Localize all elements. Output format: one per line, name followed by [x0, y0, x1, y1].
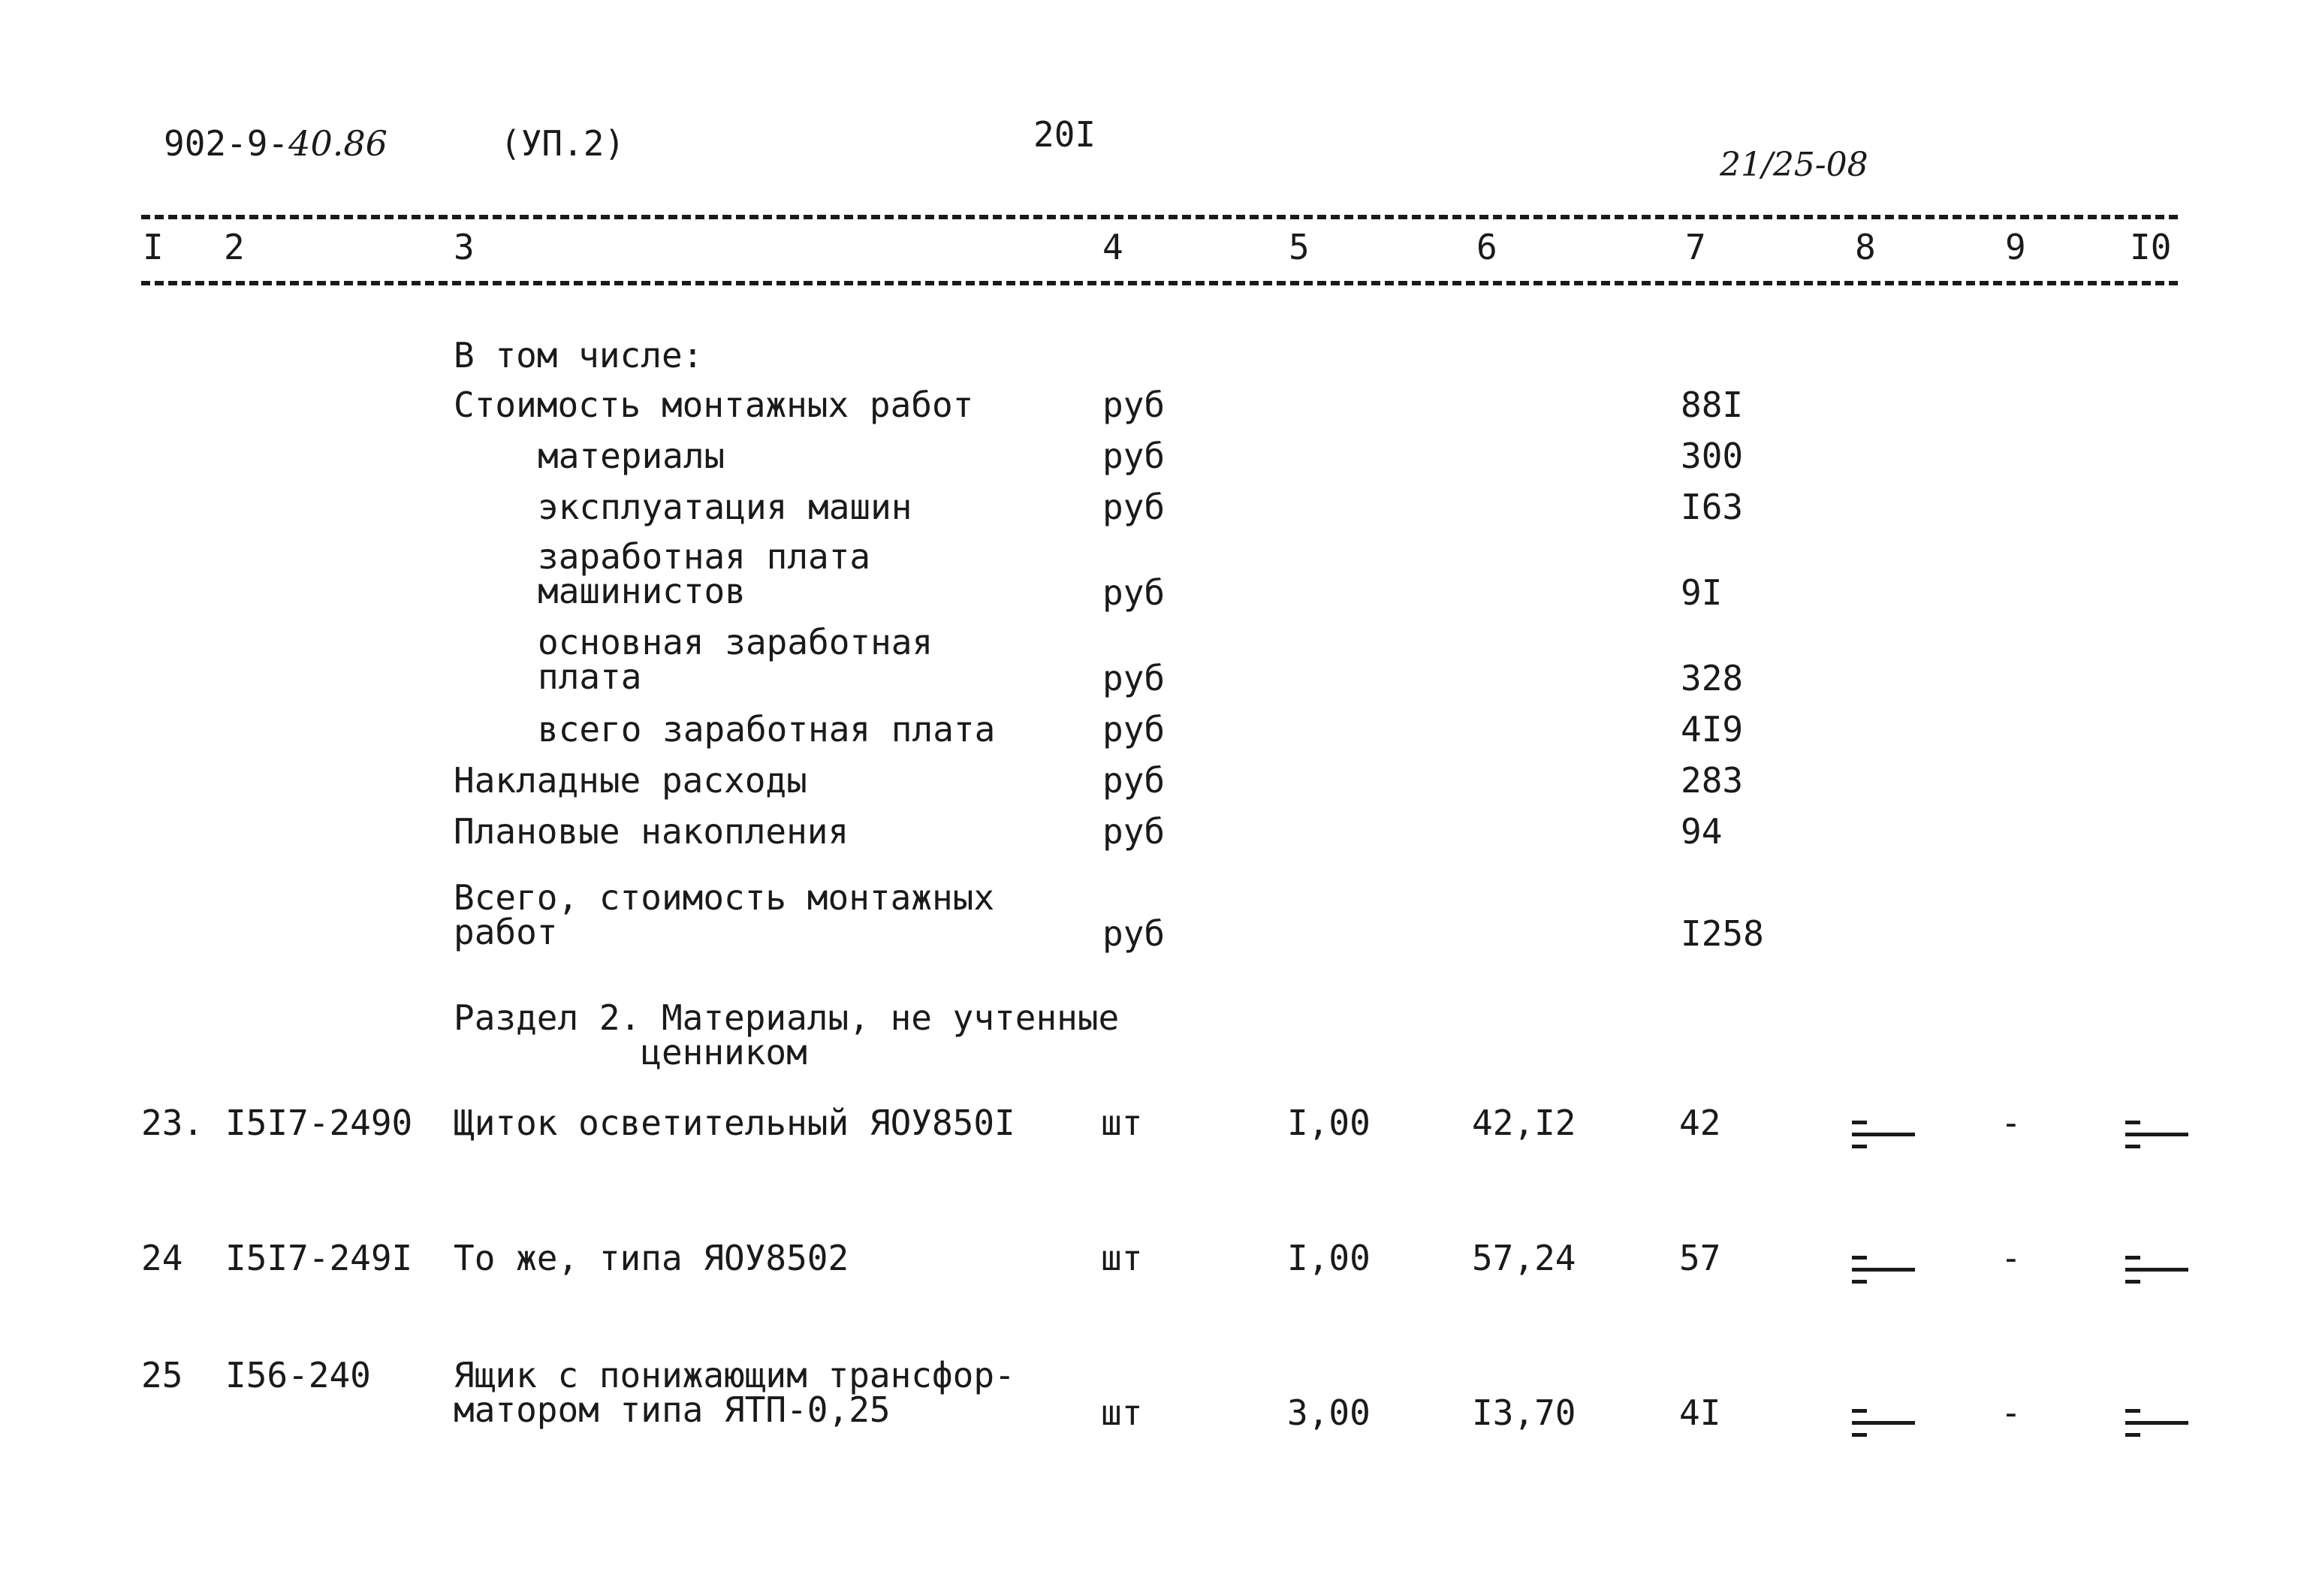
- summary-name: материалы: [538, 436, 725, 476]
- column-header-2: 2: [224, 227, 245, 267]
- including-label: В том числе:: [454, 335, 704, 376]
- row-number: 24: [141, 1238, 183, 1278]
- row-price: I3,70: [1472, 1392, 1576, 1433]
- summary-unit: руб: [1102, 760, 1166, 801]
- summary-name: основная заработная плата: [538, 622, 933, 697]
- page-number: 20I: [1033, 114, 1096, 155]
- row-name: Щиток осветительный ЯОУ850I: [454, 1103, 1015, 1143]
- summary-unit: руб: [1102, 658, 1166, 698]
- column-header-4: 4: [1102, 227, 1123, 267]
- row-unit: шт: [1101, 1103, 1143, 1143]
- row-price: 57,24: [1472, 1238, 1576, 1278]
- summary-unit: руб: [1102, 487, 1166, 527]
- summary-unit: руб: [1102, 385, 1166, 425]
- column-header-6: 6: [1476, 227, 1497, 267]
- document-code: [164, 123, 388, 164]
- document-code-handwritten: 40.86: [288, 123, 388, 164]
- summary-value: I258: [1681, 913, 1764, 954]
- row-quantity: I,00: [1287, 1103, 1371, 1143]
- row-total: 4I: [1679, 1392, 1721, 1433]
- row-code: I5I7-249I: [225, 1238, 413, 1278]
- column-header-3: 3: [454, 227, 475, 267]
- summary-value: 88I: [1681, 385, 1744, 425]
- section-title: Раздел 2. Материалы, не учтенные ценником: [454, 997, 1120, 1073]
- row-number: 25: [141, 1355, 183, 1395]
- row-unit: шт: [1101, 1392, 1143, 1433]
- summary-unit: руб: [1102, 811, 1166, 852]
- row-number: 23.: [141, 1103, 204, 1143]
- row-total: 42: [1679, 1103, 1721, 1143]
- column-header-10: I0: [2130, 227, 2172, 267]
- row-name: Ящик с понижающим трансфор- матором типа ЯТП-0,25: [454, 1355, 1015, 1430]
- summary-name: Накладные расходы: [454, 760, 807, 801]
- column-header-1: I: [143, 227, 164, 267]
- row-col9: -: [2001, 1238, 2022, 1278]
- summary-name: Стоимость монтажных работ: [454, 385, 974, 425]
- summary-name: эксплуатация машин: [538, 487, 912, 527]
- row-total: 57: [1679, 1238, 1721, 1278]
- row-name: То же, типа ЯОУ8502: [454, 1238, 849, 1278]
- summary-value: 94: [1681, 811, 1723, 852]
- row-col9: -: [2001, 1392, 2022, 1433]
- summary-name: всего заработная плата: [538, 709, 996, 750]
- row-unit: шт: [1101, 1238, 1143, 1278]
- summary-unit: руб: [1102, 709, 1166, 750]
- summary-value: 300: [1681, 436, 1744, 476]
- row-quantity: I,00: [1287, 1238, 1371, 1278]
- row-code: I5I7-2490: [225, 1103, 413, 1143]
- column-header-5: 5: [1289, 227, 1310, 267]
- summary-value: 328: [1681, 658, 1744, 698]
- summary-name: Всего, стоимость монтажных работ: [454, 877, 995, 952]
- summary-name: заработная плата машинистов: [538, 536, 871, 611]
- summary-unit: руб: [1102, 436, 1166, 476]
- summary-unit: руб: [1102, 572, 1166, 613]
- volume-label: (УП.2): [500, 123, 626, 164]
- row-col9: -: [2001, 1103, 2022, 1143]
- row-price: 42,I2: [1472, 1103, 1576, 1143]
- row-code: I56-240: [225, 1355, 371, 1395]
- column-header-7: 7: [1685, 227, 1706, 267]
- document-code-printed: 902-9-: [164, 123, 289, 164]
- summary-value: 283: [1681, 760, 1744, 801]
- header-rule-bottom: [141, 281, 2178, 285]
- summary-value: 9I: [1681, 572, 1723, 613]
- column-header-8: 8: [1855, 227, 1876, 267]
- summary-value: 4I9: [1681, 709, 1744, 750]
- column-header-9: 9: [2005, 227, 2026, 267]
- stamp-number: 21/25-08: [1720, 146, 1868, 184]
- summary-name: Плановые накопления: [454, 811, 849, 852]
- header-rule-top: [141, 215, 2178, 219]
- summary-unit: руб: [1102, 913, 1166, 954]
- summary-value: I63: [1681, 487, 1744, 527]
- row-quantity: 3,00: [1287, 1392, 1371, 1433]
